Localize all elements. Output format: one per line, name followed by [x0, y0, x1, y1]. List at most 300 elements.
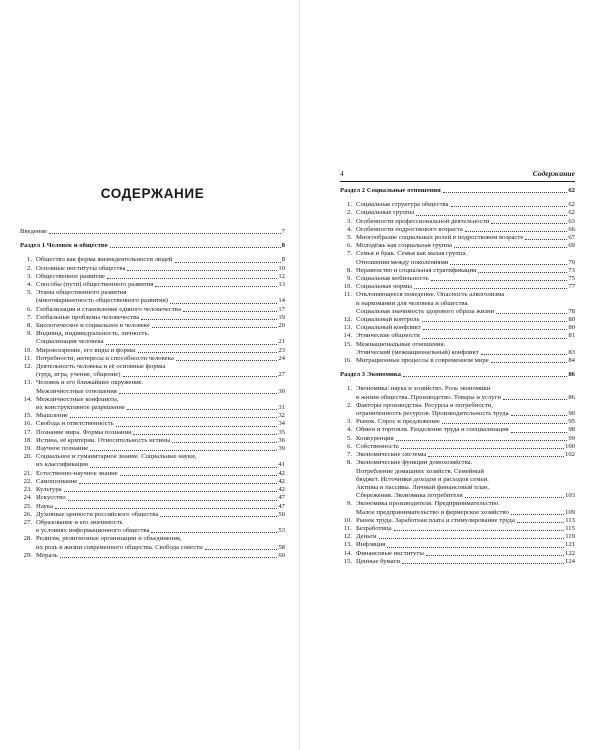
- entry-number: 7.: [346, 451, 352, 459]
- entry-number: 12.: [23, 363, 32, 371]
- dot-leader: [426, 555, 564, 556]
- entry-page: 53: [278, 527, 285, 535]
- entry-title: Социальные группы: [356, 209, 415, 217]
- dot-leader: [394, 530, 565, 531]
- entry-title: Малое предпринимательство и фермерское хозяйство: [356, 508, 509, 516]
- entry-number: 13.: [23, 379, 32, 387]
- dot-leader: [133, 434, 277, 435]
- entry-page: 8: [281, 256, 285, 264]
- toc-entry[interactable]: [20, 445, 285, 453]
- entry-page: 67: [568, 234, 575, 242]
- toc-entry[interactable]: [340, 385, 575, 401]
- toc-entry[interactable]: [340, 435, 575, 443]
- dot-leader: [465, 231, 568, 232]
- toc-entry[interactable]: [20, 265, 285, 273]
- entry-number: 10.: [23, 346, 32, 354]
- toc-entry[interactable]: [20, 347, 285, 355]
- toc-entry[interactable]: [20, 478, 285, 486]
- dot-leader: [423, 329, 568, 330]
- entry-title: Мировоззрение, его виды и формы: [36, 346, 136, 354]
- entry-number: 17.: [23, 428, 32, 436]
- toc-entry[interactable]: [340, 418, 575, 426]
- toc-entry[interactable]: [20, 420, 285, 428]
- entry-title: Межнациональные отношения.: [356, 340, 446, 348]
- entry-title-continued: и наркомании для человека и общества.: [356, 299, 470, 307]
- dot-leader: [120, 475, 278, 476]
- entry-page: 12: [278, 272, 285, 280]
- dot-leader: [401, 448, 564, 449]
- toc-entry[interactable]: [20, 437, 285, 445]
- entry-title: Этнические общности: [356, 332, 420, 340]
- toc-section[interactable]: [340, 187, 575, 195]
- toc-entry[interactable]: [20, 330, 285, 346]
- entry-page: 98: [568, 426, 575, 434]
- dot-leader: [176, 360, 277, 361]
- entry-number: 10.: [343, 283, 352, 291]
- dot-leader: [119, 393, 277, 394]
- toc-entry[interactable]: [340, 209, 575, 217]
- toc-entry[interactable]: [340, 201, 575, 209]
- entry-number: 13.: [343, 541, 352, 549]
- entry-title: (многовариантность общественного развития): [36, 297, 169, 305]
- entry-page: 27: [278, 371, 285, 379]
- entry-page: 78: [568, 307, 575, 315]
- entry-title: Социальная структура общества: [356, 201, 449, 209]
- entry-page: 17: [278, 305, 285, 313]
- entry-page: 115: [565, 524, 575, 532]
- entry-page: 80: [568, 316, 575, 324]
- dot-leader: [107, 278, 277, 279]
- entry-title: Наука: [36, 502, 53, 510]
- dot-leader: [431, 280, 568, 281]
- toc-entry[interactable]: [20, 494, 285, 502]
- entry-title: Введение: [20, 228, 47, 235]
- dot-leader: [70, 417, 277, 418]
- entry-page: 100: [564, 442, 575, 450]
- entry-title: Межличностные конфликты,: [36, 395, 119, 403]
- dot-leader: [450, 264, 567, 265]
- entry-number: 3.: [26, 272, 32, 280]
- dot-leader: [90, 467, 277, 468]
- entry-page: 20: [278, 322, 285, 330]
- entry-page: 13: [278, 281, 285, 289]
- dot-leader: [127, 270, 277, 271]
- entry-title: Естественно-научное знание: [36, 469, 118, 477]
- toc-entry[interactable]: [340, 426, 575, 434]
- entry-page: 10: [278, 264, 285, 272]
- entry-title: Факторы производства. Ресурсы и потребности,: [356, 401, 494, 409]
- entry-number: 3.: [346, 418, 352, 426]
- toc-entry[interactable]: [20, 519, 285, 535]
- entry-number: 7.: [26, 313, 32, 321]
- entry-page: 109: [564, 508, 575, 516]
- dot-leader: [387, 547, 564, 548]
- toc-entry[interactable]: [340, 341, 575, 357]
- dot-leader: [454, 247, 567, 248]
- dot-leader: [442, 423, 567, 424]
- entry-title: Познание мира. Формы познания: [36, 428, 132, 436]
- toc-entry[interactable]: [20, 281, 285, 289]
- entry-title: Экономика производителя. Предпринимательство.: [356, 500, 500, 508]
- entry-page: 73: [568, 266, 575, 274]
- entry-number: 16.: [23, 420, 32, 428]
- entry-page: 124: [564, 557, 575, 565]
- entry-title-continued: Активы и пассивы. Личный финансовый план.: [356, 483, 490, 491]
- entry-title: Социальный контроль: [356, 316, 420, 324]
- entry-title: Основные институты общества: [36, 264, 126, 272]
- entry-title: Человек и его ближайшее окружение.: [36, 379, 144, 387]
- toc-entry[interactable]: [20, 322, 285, 330]
- entry-number: 20.: [23, 453, 32, 461]
- entry-title: Потребности, интересы и способности человека: [36, 354, 174, 362]
- toc-entry[interactable]: [340, 558, 575, 566]
- entry-title: Духовные ценности российского общества: [36, 510, 159, 518]
- toc-entry[interactable]: [340, 226, 575, 234]
- entry-title-continued: бюджет. Источники доходов и расходов семьи.: [356, 475, 489, 483]
- entry-page: 70: [568, 258, 575, 266]
- entry-number: 3.: [346, 217, 352, 225]
- entry-title: Способы (пути) общественного развития: [36, 281, 154, 289]
- entry-title: Социализация человека: [36, 338, 104, 346]
- entry-page: 66: [568, 225, 575, 233]
- dot-leader: [503, 399, 567, 400]
- toc-section[interactable]: [340, 371, 575, 379]
- toc-entry[interactable]: [20, 289, 285, 305]
- toc-entry[interactable]: [340, 459, 575, 500]
- toc-entry[interactable]: [20, 486, 285, 494]
- toc-entry[interactable]: [20, 552, 285, 560]
- entry-page: 19: [278, 313, 285, 321]
- entry-page: 32: [278, 412, 285, 420]
- entry-number: 12.: [343, 316, 352, 324]
- entry-number: 18.: [23, 436, 32, 444]
- toc-right: [340, 187, 575, 566]
- entry-title: Раздел 1 Человек и общество: [20, 242, 108, 250]
- toc-entry[interactable]: [20, 396, 285, 412]
- entry-number: 12.: [343, 533, 352, 541]
- dot-leader: [152, 327, 277, 328]
- dot-leader: [175, 262, 281, 263]
- entry-number: 6.: [26, 305, 32, 313]
- toc-entry[interactable]: [340, 443, 575, 451]
- entry-number: 22.: [23, 477, 32, 485]
- entry-page: 39: [278, 445, 285, 453]
- dot-leader: [205, 549, 278, 550]
- dot-leader: [68, 500, 278, 501]
- entry-number: 27.: [23, 518, 32, 526]
- entry-number: 4.: [346, 225, 352, 233]
- toc-entry[interactable]: [340, 267, 575, 275]
- toc-entry[interactable]: [20, 412, 285, 420]
- entry-title: Социальная мобильность: [356, 275, 429, 283]
- entry-title: Экономика: наука и хозяйство. Роль экономики: [356, 385, 491, 393]
- entry-number: 1.: [346, 201, 352, 209]
- entry-page: 102: [564, 451, 575, 459]
- entry-title: Мораль: [36, 551, 58, 559]
- entry-page: 58: [278, 543, 285, 551]
- entry-title: Особенности подросткового возраста: [356, 225, 463, 233]
- entry-title: Социальный конфликт: [356, 324, 421, 332]
- entry-title: Социальная значимость здорового образа жизни: [356, 307, 495, 315]
- toc-entry[interactable]: [340, 517, 575, 525]
- toc-entry[interactable]: [20, 355, 285, 363]
- dot-leader: [414, 288, 567, 289]
- entry-number: 14.: [23, 395, 32, 403]
- entry-title: Обмен и торговля. Разделение труда и специализация: [356, 426, 509, 434]
- contents-heading: СОДЕРЖАНИЕ: [100, 186, 205, 201]
- entry-page: 36: [278, 436, 285, 444]
- dot-leader: [127, 409, 277, 410]
- dot-leader: [422, 338, 567, 339]
- entry-page: 69: [568, 242, 575, 250]
- dot-leader: [90, 450, 277, 451]
- toc-entry[interactable]: [340, 324, 575, 332]
- entry-number: 8.: [346, 459, 352, 467]
- toc-entry[interactable]: [340, 550, 575, 558]
- dot-leader: [451, 206, 568, 207]
- toc-entry[interactable]: [340, 291, 575, 316]
- toc-entry[interactable]: [20, 453, 285, 469]
- entry-number: 2.: [346, 401, 352, 409]
- entry-number: 15.: [343, 340, 352, 348]
- entry-page: 60: [278, 551, 285, 559]
- entry-number: 25.: [23, 502, 32, 510]
- toc-section[interactable]: [20, 242, 285, 250]
- entry-page: 23: [278, 346, 285, 354]
- dot-leader: [478, 272, 567, 273]
- entry-number: 2.: [26, 264, 32, 272]
- toc-left: [20, 228, 285, 560]
- toc-entry[interactable]: [340, 242, 575, 250]
- dot-leader: [141, 319, 277, 320]
- toc-entry[interactable]: [20, 535, 285, 551]
- entry-number: 19.: [23, 445, 32, 453]
- dot-leader: [402, 563, 564, 564]
- dot-leader: [496, 313, 567, 314]
- toc-entry[interactable]: [340, 250, 575, 266]
- dot-leader: [416, 215, 567, 216]
- toc-entry[interactable]: [340, 234, 575, 242]
- entry-number: 15.: [23, 412, 32, 420]
- toc-entry[interactable]: [20, 379, 285, 395]
- entry-title: Этнический (межнациональный) конфликт: [356, 348, 479, 356]
- entry-number: 5.: [26, 289, 32, 297]
- entry-title: Раздел 3 Экономика: [340, 371, 402, 379]
- dot-leader: [151, 532, 277, 533]
- toc-entry[interactable]: [20, 429, 285, 437]
- entry-page: 42: [278, 469, 285, 477]
- entry-page: 21: [278, 338, 285, 346]
- dot-leader: [138, 352, 278, 353]
- entry-page: 90: [568, 410, 575, 418]
- entry-title: Отклоняющееся поведение. Опасность алкоголизма: [356, 291, 505, 299]
- dot-leader: [491, 362, 568, 363]
- entry-title: Искусство: [36, 494, 66, 502]
- dot-leader: [491, 223, 567, 224]
- entry-title: Свобода и ответственность: [36, 420, 114, 428]
- entry-title: Безработица: [356, 524, 392, 532]
- entry-title: Биологическое и социальное в человеке: [36, 322, 150, 330]
- dot-leader: [160, 516, 277, 517]
- dot-leader: [106, 344, 278, 345]
- entry-number: 21.: [23, 469, 32, 477]
- toc-entry[interactable]: [340, 451, 575, 459]
- entry-title: их роль в жизни современного общества. Свобода совести: [36, 543, 203, 551]
- entry-page: 119: [565, 533, 575, 541]
- entry-page: 7: [281, 228, 285, 235]
- entry-page: 42: [278, 486, 285, 494]
- dot-leader: [511, 432, 568, 433]
- entry-page: 86: [568, 393, 575, 401]
- running-title: Содержание: [532, 169, 575, 178]
- entry-page: 99: [568, 434, 575, 442]
- entry-number: 10.: [343, 516, 352, 524]
- dot-leader: [170, 303, 277, 304]
- entry-title: Глобализация и становление единого человечества: [36, 305, 181, 313]
- toc-entry[interactable]: [20, 503, 285, 511]
- entry-title: Рынок труда. Заработная плата и стимулирование труда: [356, 516, 515, 524]
- entry-title: Раздел 2 Социальные отношения: [340, 187, 441, 194]
- entry-title: Индивид, индивидуальность, личность.: [36, 330, 150, 338]
- toc-entry[interactable]: [340, 541, 575, 549]
- entry-title: Отношения между поколениями: [356, 258, 449, 266]
- entry-number: 15.: [343, 557, 352, 565]
- toc-entry[interactable]: [20, 470, 285, 478]
- entry-number: 8.: [26, 322, 32, 330]
- running-header: [340, 169, 575, 182]
- entry-number: 4.: [26, 281, 32, 289]
- dot-leader: [183, 311, 277, 312]
- toc-entry[interactable]: [20, 256, 285, 264]
- entry-page: 8: [281, 242, 285, 250]
- entry-title: Самопознание: [36, 477, 78, 485]
- dot-leader: [110, 247, 281, 248]
- dot-leader: [172, 442, 277, 443]
- entry-number: 7.: [346, 250, 352, 258]
- entry-title: в условиях информационного общества: [36, 527, 150, 535]
- entry-page: 50: [278, 510, 285, 518]
- entry-page: 81: [568, 332, 575, 340]
- toc-entry[interactable]: [340, 218, 575, 226]
- toc-entry[interactable]: [20, 314, 285, 322]
- entry-number: 16.: [343, 357, 352, 365]
- entry-page: 83: [568, 348, 575, 356]
- toc-entry[interactable]: [340, 283, 575, 291]
- toc-entry[interactable]: [340, 533, 575, 541]
- entry-page: 62: [568, 187, 575, 194]
- entry-page: 47: [278, 502, 285, 510]
- entry-page: 35: [278, 428, 285, 436]
- entry-title: Религия, религиозные организации и объединения,: [36, 535, 182, 543]
- entry-number: 23.: [23, 486, 32, 494]
- dot-leader: [55, 508, 277, 509]
- entry-number: 11.: [23, 354, 32, 362]
- toc-entry[interactable]: [340, 525, 575, 533]
- dot-leader: [60, 557, 277, 558]
- entry-page: 42: [278, 477, 285, 485]
- entry-title: Межличностные отношения: [36, 387, 117, 395]
- entry-page: 41: [278, 461, 285, 469]
- toc-intro[interactable]: [20, 228, 285, 236]
- toc-entry[interactable]: [340, 332, 575, 340]
- entry-title: Социальное и гуманитарное знание. Социальные науки,: [36, 453, 197, 461]
- entry-title: Конкуренция: [356, 434, 394, 442]
- dot-leader: [116, 426, 278, 427]
- entry-number: 5.: [346, 434, 352, 442]
- entry-page: 103: [564, 492, 575, 500]
- entry-page: 34: [278, 420, 285, 428]
- entry-title: Культура: [36, 486, 62, 494]
- dot-leader: [511, 514, 564, 515]
- entry-page: 84: [568, 357, 575, 365]
- entry-title: Экономические системы: [356, 451, 427, 459]
- entry-page: 121: [564, 541, 575, 549]
- dot-leader: [422, 321, 568, 322]
- entry-title: Миграционные процессы в современном мире: [356, 357, 489, 365]
- toc-entry[interactable]: [340, 275, 575, 283]
- entry-number: 5.: [346, 234, 352, 242]
- entry-number: 11.: [343, 291, 352, 299]
- dot-leader: [517, 522, 564, 523]
- entry-title: Экономические функции домохозяйства.: [356, 459, 473, 467]
- entry-title: (труд, игра, учение, общение): [36, 371, 121, 379]
- entry-number: 6.: [346, 442, 352, 450]
- entry-title-continued: Потребление домашних хозяйств. Семейный: [356, 467, 484, 475]
- toc-entry[interactable]: [20, 363, 285, 379]
- dot-leader: [511, 415, 568, 416]
- entry-title: Общество как форма жизнедеятельности людей: [36, 256, 173, 264]
- dot-leader: [443, 192, 568, 193]
- entry-page: 122: [564, 549, 575, 557]
- entry-title: Общественное развитие: [36, 272, 105, 280]
- toc-entry[interactable]: [340, 500, 575, 516]
- entry-title: Семья и брак. Семья как малая группа.: [356, 250, 468, 258]
- entry-page: 14: [278, 297, 285, 305]
- entry-number: 9.: [346, 500, 352, 508]
- entry-title: их классификация: [36, 461, 88, 469]
- toc-entry[interactable]: [340, 357, 575, 365]
- dot-leader: [379, 538, 565, 539]
- toc-entry[interactable]: [340, 402, 575, 418]
- entry-title: Деятельность человека и её основные формы: [36, 363, 166, 371]
- entry-title: Этапы общественного развития: [36, 289, 127, 297]
- entry-title: Научное познание: [36, 445, 89, 453]
- entry-title: Истина, её критерии. Относительность истины: [36, 436, 171, 444]
- dot-leader: [49, 233, 281, 234]
- toc-entry[interactable]: [340, 316, 575, 324]
- entry-title: Глобальные проблемы человечества: [36, 313, 140, 321]
- entry-page: 95: [568, 418, 575, 426]
- entry-page: 113: [565, 516, 575, 524]
- entry-number: 2.: [346, 209, 352, 217]
- entry-number: 26.: [23, 510, 32, 518]
- entry-page: 47: [278, 494, 285, 502]
- entry-number: 24.: [23, 494, 32, 502]
- entry-title: в жизни общества. Производство. Товары и услуги: [356, 393, 501, 401]
- page-number: 4: [340, 169, 344, 178]
- entry-title: Особенности профессиональной деятельности: [356, 217, 490, 225]
- entry-page: 63: [568, 217, 575, 225]
- entry-title: Ценные бумаги: [356, 557, 400, 565]
- toc-entry[interactable]: [20, 511, 285, 519]
- toc-entry[interactable]: [20, 273, 285, 281]
- entry-title: Образование и его значимость: [36, 518, 123, 526]
- entry-number: 14.: [343, 549, 352, 557]
- dot-leader: [155, 286, 277, 287]
- toc-entry[interactable]: [20, 306, 285, 314]
- dot-leader: [465, 497, 564, 498]
- entry-title: Многообразие социальных ролей в подростковом возрасте: [356, 234, 524, 242]
